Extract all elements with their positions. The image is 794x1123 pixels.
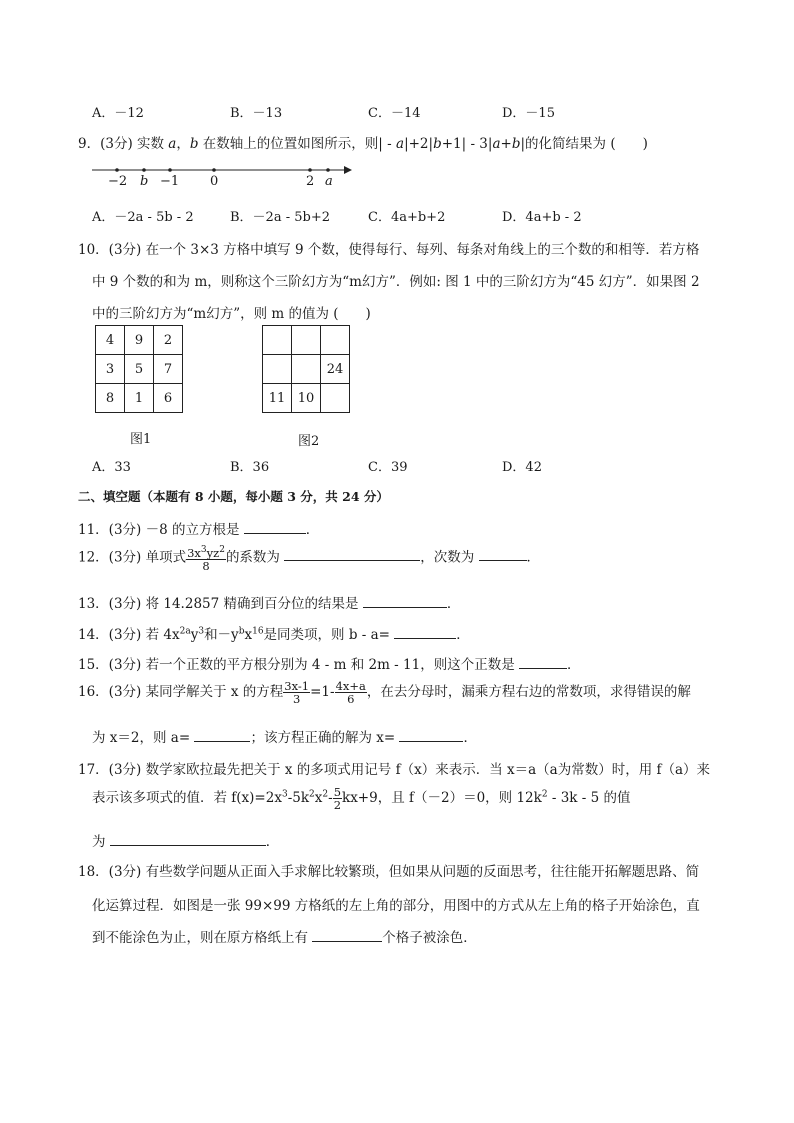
label-2: 2 xyxy=(306,174,315,189)
q11: 11．(3分) －8 的立方根是 ． xyxy=(78,522,320,538)
q10-option-c: C．39 xyxy=(368,460,408,475)
magic-square-fig2: 24 11 10 xyxy=(262,325,350,413)
fig1-caption: 图1 xyxy=(130,432,152,447)
q8-option-c: C．－14 xyxy=(368,106,421,121)
q18-line2: 化运算过程．如图是一张 99×99 方格纸的左上角的部分，用图中的方式从左上角的格子开始涂色，直 xyxy=(92,898,700,914)
point-2 xyxy=(308,168,312,172)
q8-option-d: D．－15 xyxy=(502,106,555,121)
q12: 12．(3分) 单项式 $\frac{3x^3yz^2}{8}$ 的系数为 ，次数为 ． xyxy=(78,545,541,573)
q10-line3: 中的三阶幻方为“m幻方”，则 m 的值为 ( ) xyxy=(92,306,371,322)
q15-answer-blank[interactable] xyxy=(519,656,567,669)
q16-fraction-1: $\frac{3x-1}{3}$ xyxy=(284,679,310,706)
q14: 14．(3分) 若 $4x^{2a}y^3$和$-y^bx^{16}$是同类项，则 b - a= ． xyxy=(78,626,470,643)
q18-line3: 到不能涂色为止，则在原方格纸上有 个格子被涂色． xyxy=(92,930,477,946)
q16-fraction-2: $\frac{4x+a}{6}$ xyxy=(335,679,366,706)
label-neg1: −1 xyxy=(160,174,180,189)
point-0 xyxy=(212,168,216,172)
q16-line1: 16．(3分) 某同学解关于 x 的方程 $\frac{3x-1}{3}$ =1- $\frac{4x+a}{6}$ ，在去分母时，漏乘方程右边的常数项，求得错误的解 xyxy=(78,679,691,706)
q10-line1: 10．(3分) 在一个 3×3 方格中填写 9 个数，使得每行、每列、每条对角线上的三个数的和相等．若方格 xyxy=(78,242,700,258)
q16-a-blank[interactable] xyxy=(194,729,250,742)
q10-line2: 中 9 个数的和为 m，则称这个三阶幻方为“m幻方”．例如: 图 1 中的三阶幻方为“45 幻方”．如果图 2 xyxy=(92,274,700,290)
number-line xyxy=(90,160,360,192)
q16-x-blank[interactable] xyxy=(399,729,463,742)
point-neg1 xyxy=(168,168,172,172)
point-b xyxy=(142,168,146,172)
q15: 15．(3分) 若一个正数的平方根分别为 4 - m 和 2m - 11，则这个正数是 ． xyxy=(78,657,581,673)
q13-answer-blank[interactable] xyxy=(363,595,447,608)
q10-option-d: D．42 xyxy=(502,460,542,475)
q10-option-a: A．33 xyxy=(92,460,131,475)
q9-stem: 9．(3分) 实数 a，b 在数轴上的位置如图所示，则| - a|+2|b+1| - 3|a+b|的化简结果为 ( ) xyxy=(78,136,648,152)
q9-option-a: A．－2a - 5b - 2 xyxy=(92,210,194,225)
fig2-caption: 图2 xyxy=(298,434,320,449)
q16-line2: 为 x＝2，则 a= ；该方程正确的解为 x= ． xyxy=(92,730,477,746)
q11-answer-blank[interactable] xyxy=(244,521,306,534)
q17-answer-blank[interactable] xyxy=(110,833,266,846)
q8-option-a: A．－12 xyxy=(92,106,144,121)
q12-coefficient-blank[interactable] xyxy=(284,548,420,561)
q9-option-c: C．4a+b+2 xyxy=(368,210,446,225)
q9-option-b: B．－2a - 5b+2 xyxy=(230,210,330,225)
q8-option-b: B．－13 xyxy=(230,106,283,121)
q18-answer-blank[interactable] xyxy=(312,929,382,942)
q12-fraction: $\frac{3x^3yz^2}{8}$ xyxy=(187,545,225,573)
q17-line1: 17．(3分) 数学家欧拉最先把关于 x 的多项式用记号 f（x）来表示．当 x＝a（a为常数）时，用 f（a）来 xyxy=(78,762,711,778)
q13: 13．(3分) 将 14.2857 精确到百分位的结果是 ． xyxy=(78,596,461,612)
point-a xyxy=(326,168,330,172)
label-a: a xyxy=(325,174,333,189)
q17-fraction: $\frac{5}{2}$ xyxy=(333,785,342,812)
q17-line2: 表示该多项式的值．若 $f(x)=2x^3-5k^2x^2-$ $\frac{5}{2}$ kx+9，且 f（－2）＝0，则 $12k^2 - 3k - 5$ 的值 xyxy=(92,785,631,812)
q10-option-b: B．36 xyxy=(230,460,270,475)
q17-line3: 为 ． xyxy=(92,834,280,850)
q9-option-d: D．4a+b - 2 xyxy=(502,210,582,225)
q12-degree-blank[interactable] xyxy=(479,548,527,561)
label-b: b xyxy=(140,174,149,189)
label-0: 0 xyxy=(210,174,219,189)
q18-line1: 18．(3分) 有些数学问题从正面入手求解比较繁琐，但如果从问题的反面思考，往往能开拓解题思路、简 xyxy=(78,864,700,880)
label-neg2: −2 xyxy=(108,174,128,189)
q14-answer-blank[interactable] xyxy=(394,626,456,639)
section-title: 二、填空题（本题有 8 小题，每小题 3 分，共 24 分） xyxy=(78,489,389,504)
magic-square-fig1: 4 9 2 3 5 7 8 1 6 xyxy=(95,325,183,413)
point-neg2 xyxy=(115,168,119,172)
